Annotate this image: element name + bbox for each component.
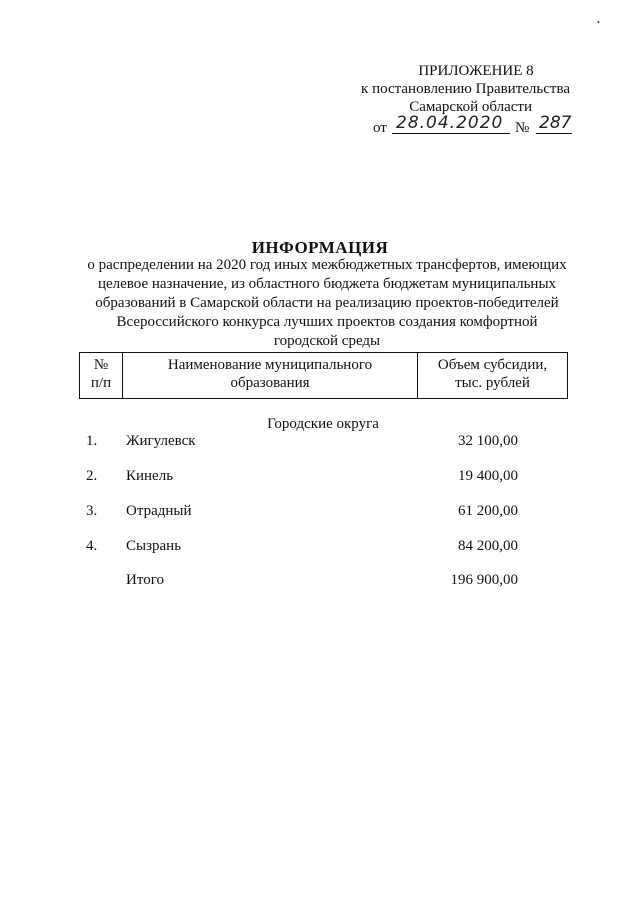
row-name: Отрадный bbox=[126, 503, 192, 519]
annex-line-resolution: к постановлению Правительства bbox=[361, 81, 570, 97]
table-row bbox=[0, 468, 640, 488]
subtitle-line: о распределении на 2020 год иных межбюджетных трансфертов, имеющих bbox=[87, 257, 567, 273]
document-subtitle bbox=[80, 256, 574, 351]
row-value: 84 200,00 bbox=[458, 538, 518, 554]
row-number: 1. bbox=[86, 433, 98, 449]
document-title: ИНФОРМАЦИЯ bbox=[251, 238, 389, 257]
row-number: 2. bbox=[86, 468, 98, 484]
row-value: 61 200,00 bbox=[458, 503, 518, 519]
handwritten-date: 28.04.2020 bbox=[392, 114, 510, 134]
table-row bbox=[0, 503, 640, 523]
header-col-number: № п/п bbox=[80, 353, 123, 399]
total-label: Итого bbox=[126, 572, 164, 588]
subtitle-line: Всероссийского конкурса лучших проектов создания комфортной bbox=[116, 314, 538, 330]
annex-line-region: Самарской области bbox=[409, 99, 532, 115]
header-col-name: Наименование муниципального образования bbox=[123, 353, 418, 399]
subtitle-line: образований в Самарской области на реализацию проектов-победителей bbox=[95, 295, 559, 311]
annex-title: ПРИЛОЖЕНИЕ 8 bbox=[418, 63, 534, 79]
table-row bbox=[0, 538, 640, 558]
table-header bbox=[79, 352, 568, 399]
total-row bbox=[0, 572, 640, 592]
handwritten-number: 287 bbox=[536, 114, 572, 134]
row-name: Сызрань bbox=[126, 538, 182, 554]
from-label: от bbox=[373, 120, 387, 136]
total-value: 196 900,00 bbox=[450, 572, 518, 588]
number-label: № bbox=[515, 120, 530, 136]
scan-dot: • bbox=[597, 18, 600, 27]
row-name: Кинель bbox=[126, 468, 174, 484]
row-name: Жигулевск bbox=[126, 433, 196, 449]
annex-date-line bbox=[340, 113, 572, 138]
row-number: 4. bbox=[86, 538, 98, 554]
table-row bbox=[0, 433, 640, 453]
row-value: 32 100,00 bbox=[458, 433, 518, 449]
subtitle-line: целевое назначение, из областного бюджета бюджетам муниципальных bbox=[97, 276, 557, 292]
subtitle-line: городской среды bbox=[273, 333, 381, 349]
section-title: Городские округа bbox=[267, 416, 379, 432]
row-number: 3. bbox=[86, 503, 98, 519]
row-value: 19 400,00 bbox=[458, 468, 518, 484]
header-col-amount: Объем субсидии, тыс. рублей bbox=[418, 353, 568, 399]
annex-header bbox=[340, 62, 570, 138]
